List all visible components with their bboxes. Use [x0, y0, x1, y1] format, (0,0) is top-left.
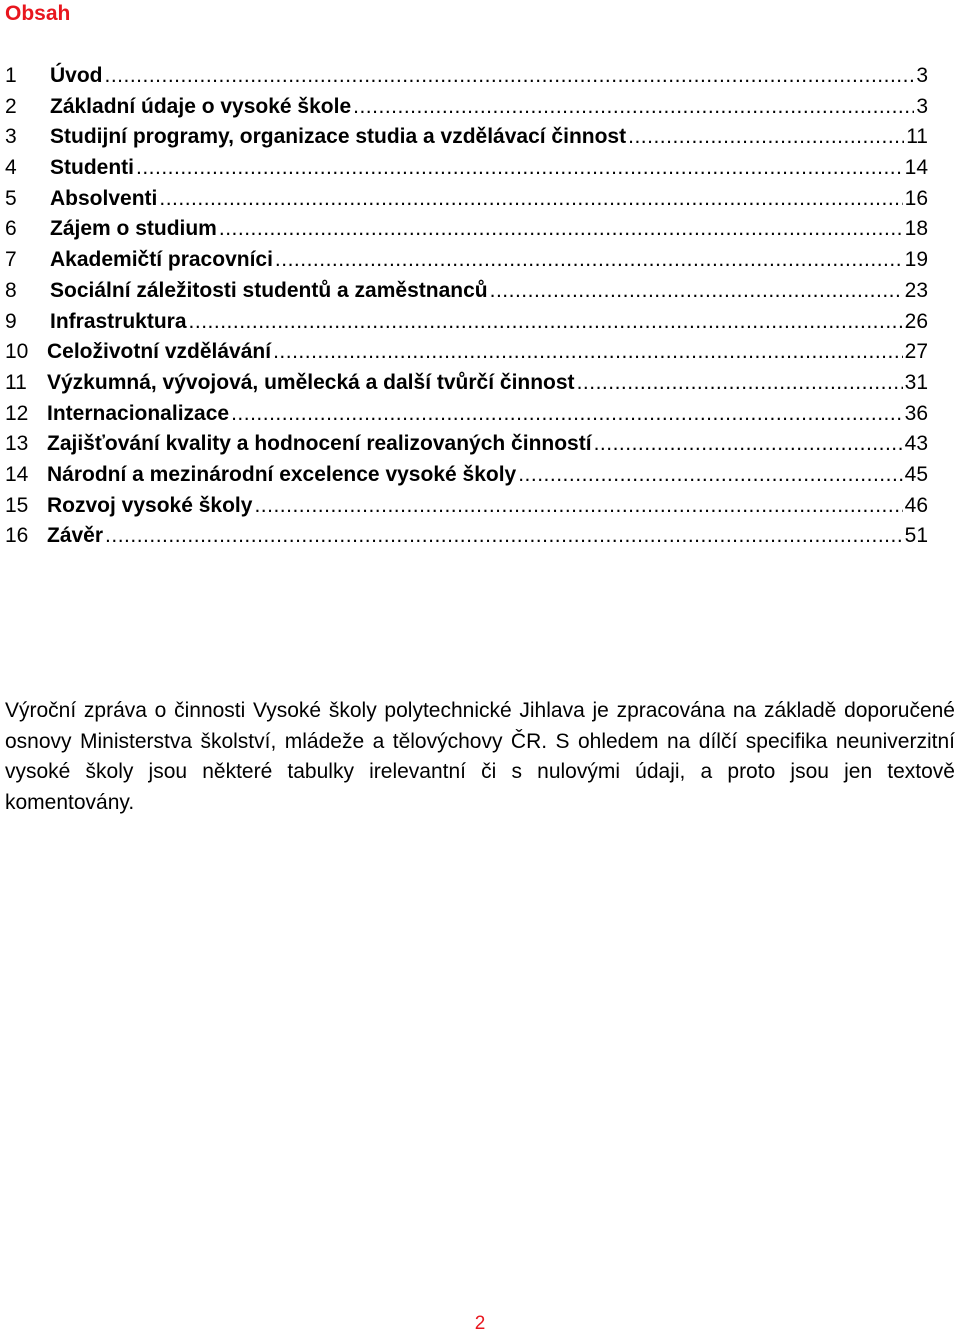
toc-entry-number: 11	[5, 370, 27, 394]
toc-entry-page: 16	[904, 186, 928, 210]
toc-entry-page: 46	[904, 493, 928, 517]
toc-entry[interactable]	[5, 276, 928, 307]
toc-entry-number: 12	[5, 401, 29, 425]
toc-leader-dots	[518, 460, 902, 491]
intro-paragraph: Výroční zpráva o činnosti Vysoké školy polytechnické Jihlava je zpracována na základě doporučené osnovy Ministerstva školství, mládeže a tělovýchovy ČR. S ohledem na dílčí specifika neuniverzitní vysoké školy jsou některé tabulky irelevantní či s nulovými údaji, a proto jsou jen textově komentovány.	[5, 699, 955, 814]
toc-entry[interactable]	[5, 184, 928, 215]
toc-leader-dots	[105, 61, 915, 92]
toc-entry-page: 51	[904, 524, 928, 548]
toc-entry[interactable]	[5, 61, 928, 92]
table-of-contents	[5, 61, 928, 552]
toc-entry[interactable]	[5, 429, 928, 460]
toc-entry-title: Akademičtí pracovníci	[50, 248, 273, 272]
toc-entry-number: 14	[5, 462, 29, 486]
toc-leader-dots	[105, 521, 903, 552]
toc-leader-dots	[273, 337, 903, 368]
toc-leader-dots	[231, 399, 903, 430]
toc-entry-page: 3	[916, 64, 928, 87]
toc-entry-title: Zájem o studium	[50, 217, 217, 241]
toc-entry-title: Celoživotní vzdělávání	[47, 340, 272, 364]
toc-leader-dots	[159, 184, 902, 215]
toc-leader-dots	[594, 429, 903, 460]
toc-leader-dots	[577, 368, 903, 399]
toc-entry-number: 4	[5, 156, 17, 180]
toc-entry-title: Úvod	[50, 64, 103, 87]
toc-leader-dots	[254, 491, 902, 522]
toc-entry-number: 9	[5, 309, 17, 333]
toc-entry-number: 10	[5, 340, 29, 364]
toc-entry-title: Zajišťování kvality a hodnocení realizovaných činností	[47, 432, 592, 456]
toc-entry-number: 16	[5, 524, 29, 548]
toc-entry[interactable]	[5, 337, 928, 368]
toc-entry-title: Infrastruktura	[50, 309, 187, 333]
toc-entry-number: 13	[5, 432, 29, 456]
toc-entry[interactable]	[5, 521, 928, 552]
toc-entry-page: 14	[904, 156, 928, 180]
toc-entry-page: 45	[904, 462, 928, 486]
toc-entry-title: Sociální záležitosti studentů a zaměstnanců	[50, 278, 488, 302]
toc-entry[interactable]	[5, 399, 928, 430]
toc-entry-page: 43	[904, 432, 928, 456]
toc-entry-title: Absolventi	[50, 186, 158, 210]
toc-entry-page: 26	[904, 309, 928, 333]
toc-entry-number: 7	[5, 248, 17, 272]
toc-leader-dots	[353, 92, 914, 123]
toc-entry-number: 8	[5, 278, 17, 302]
toc-entry-title: Internacionalizace	[47, 401, 230, 425]
toc-entry[interactable]	[5, 214, 928, 245]
toc-entry-number: 5	[5, 186, 17, 210]
toc-entry-number: 2	[5, 94, 17, 118]
toc-entry[interactable]	[5, 92, 928, 123]
toc-entry-title: Rozvoj vysoké školy	[47, 493, 253, 517]
toc-leader-dots	[136, 153, 903, 184]
toc-entry[interactable]	[5, 460, 928, 491]
toc-entry-number: 15	[5, 493, 29, 517]
toc-entry[interactable]	[5, 245, 928, 276]
toc-entry-number: 1	[5, 64, 17, 87]
page-number: 2	[474, 1313, 486, 1334]
toc-entry-title: Výzkumná, vývojová, umělecká a další tvůrčí činnost	[47, 370, 575, 394]
toc-entry-title: Národní a mezinárodní excelence vysoké školy	[47, 462, 517, 486]
toc-entry-page: 27	[904, 340, 928, 364]
toc-entry-title: Studijní programy, organizace studia a vzdělávací činnost	[50, 125, 627, 149]
toc-leader-dots	[628, 122, 904, 153]
toc-entry-title: Základní údaje o vysoké škole	[50, 94, 352, 118]
toc-entry[interactable]	[5, 122, 928, 153]
toc-entry[interactable]	[5, 307, 928, 338]
toc-entry-page: 11	[906, 125, 928, 149]
toc-entry-page: 3	[916, 94, 928, 118]
toc-heading: Obsah	[5, 2, 71, 25]
toc-entry-page: 19	[904, 248, 928, 272]
toc-entry[interactable]	[5, 153, 928, 184]
toc-leader-dots	[490, 276, 903, 307]
toc-leader-dots	[219, 214, 903, 245]
toc-entry[interactable]	[5, 368, 928, 399]
toc-entry-number: 3	[5, 125, 17, 149]
toc-entry-page: 36	[904, 401, 928, 425]
toc-entry[interactable]	[5, 491, 928, 522]
toc-entry-title: Závěr	[47, 524, 104, 548]
toc-entry-page: 18	[904, 217, 928, 241]
toc-entry-title: Studenti	[50, 156, 134, 180]
toc-entry-number: 6	[5, 217, 17, 241]
toc-leader-dots	[189, 307, 903, 338]
toc-entry-page: 31	[904, 370, 928, 394]
toc-leader-dots	[275, 245, 903, 276]
toc-entry-page: 23	[904, 278, 928, 302]
